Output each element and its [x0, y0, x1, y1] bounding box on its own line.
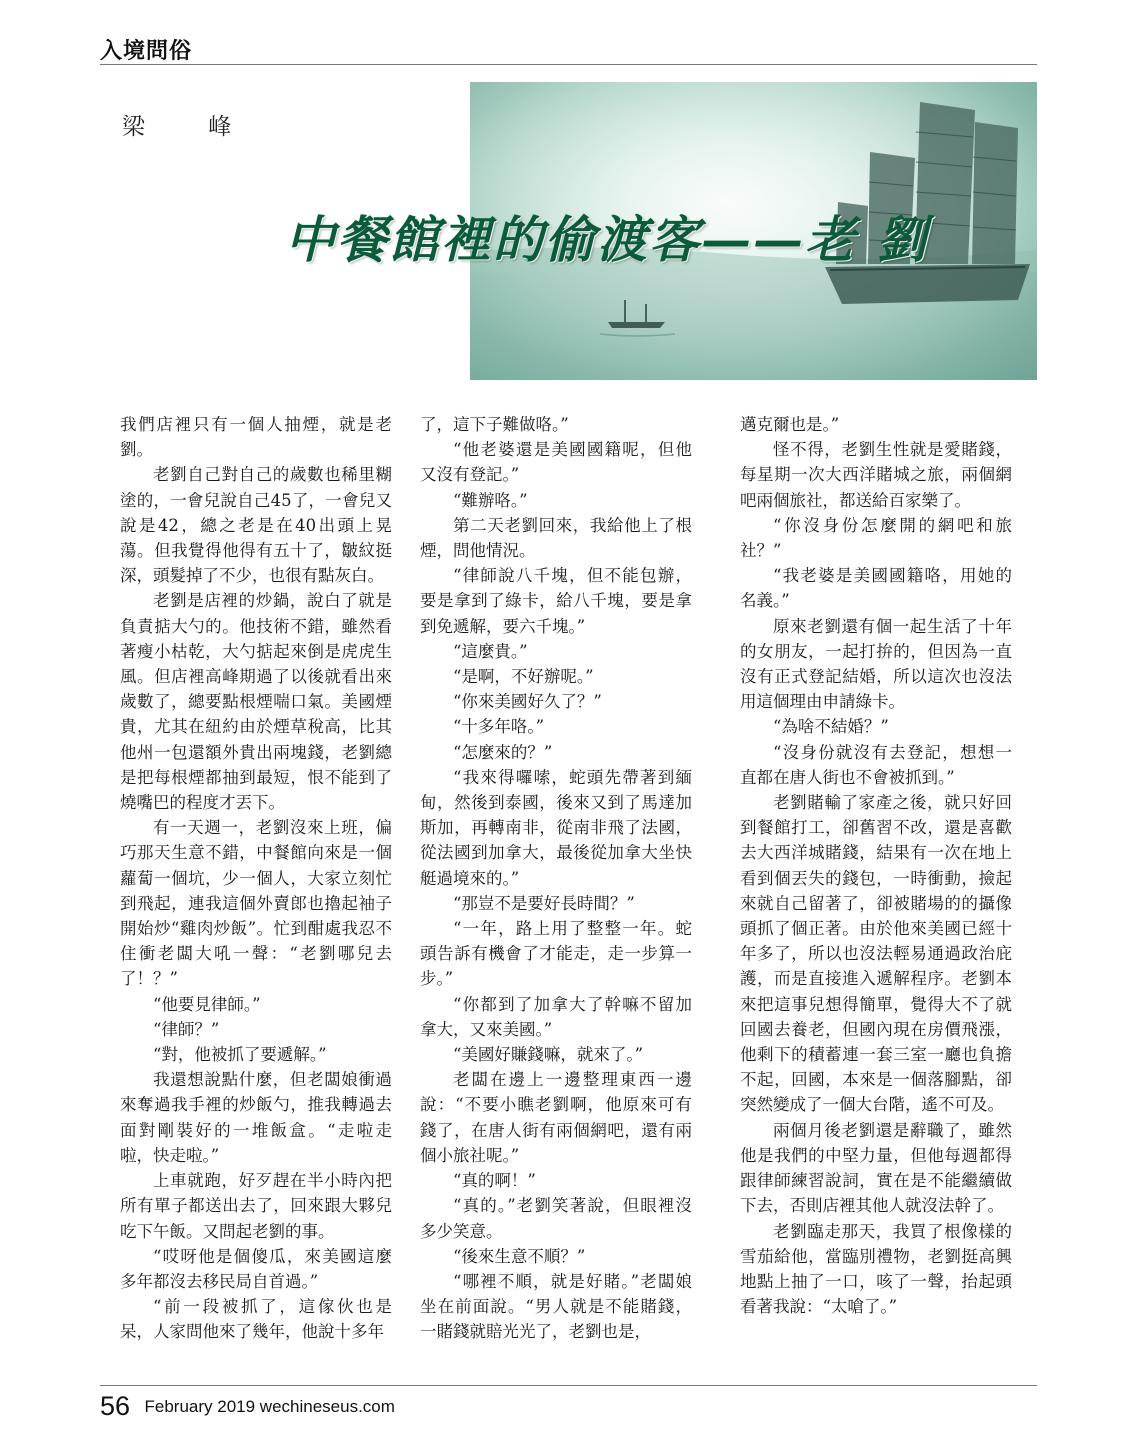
paragraph: “他老婆還是美國國籍呢，但他又沒有登記。” [420, 440, 692, 485]
paragraph: 第二天老劉回來，我給他上了根煙，問他情況。 [420, 515, 692, 561]
author-name: 梁 峰 [122, 114, 260, 140]
paragraph: “為啥不結婚？” [773, 717, 889, 737]
paragraph: “十多年咯。” [453, 717, 545, 737]
header-divider [100, 64, 1037, 65]
paragraph: “美國好賺錢嘛，就來了。” [453, 1045, 644, 1065]
paragraph: “真的啊！” [453, 1171, 536, 1191]
paragraph: “哎呀他是個傻瓜，來美國這麼多年都沒去移民局自首過。” [120, 1246, 392, 1291]
paragraph: 老劉臨走那天，我買了根像樣的雪茄給他，當臨別禮物，老劉挺高興地點上抽了一口，咳了一聲，抬起頭看著我說：“太嗆了。” [740, 1221, 1012, 1317]
page-footer [100, 1391, 395, 1422]
issue-info: February 2019 wechineseus.com [144, 1397, 395, 1416]
paragraph: 上車就跑，好歹趕在半小時內把所有單子都送出去了，回來跟大夥兒吃下午飯。又問起老劉的事。 [120, 1171, 392, 1241]
paragraph: 邁克爾也是。” [740, 415, 840, 434]
paragraph: “我來得囉嗦，蛇頭先帶著到緬甸，然後到泰國，後來又到了馬達加斯加，再轉南非，從南非飛了法國，從法國到加拿大，最後從加拿大坐快艇過境來的。” [420, 767, 692, 888]
paragraph: “對，他被抓了要遞解。” [153, 1045, 327, 1065]
paragraph: “怎麼來的？” [453, 742, 553, 762]
paragraph: 老劉是店裡的炒鍋，說白了就是負責掂大勺的。他技術不錯，雖然看著瘦小枯乾，大勺掂起來倒是虎虎生風。但店裡高峰期過了以後就看出來歲數了，總要點根煙喘口氣。美國煙貴，尤其在紐約由於煙草稅高，比其他州一包還額外貴出兩塊錢，老劉總是把每根煙都抽到最短，恨不能到了燒嘴巴的程度才丟下。 [120, 591, 392, 813]
paragraph: “你來美國好久了？” [453, 692, 602, 712]
paragraph: “我老婆是美國國籍咯，用她的名義。” [740, 566, 1012, 611]
section-header: 入境問俗 [100, 39, 193, 64]
article-title: 中餐館裡的偷渡客——老 劉 [285, 210, 929, 269]
paragraph: “一年，路上用了整整一年。蛇頭告訴有機會了才能走，走一步算一步。” [420, 919, 692, 989]
paragraph: “是啊，不好辦呢。” [453, 667, 594, 687]
paragraph: “這麼貴。” [453, 641, 528, 661]
paragraph: “後來生意不順？” [453, 1246, 586, 1266]
paragraph: “沒身份就沒有去登記，想想一直都在唐人街也不會被抓到。” [740, 742, 1012, 787]
paragraph: “真的。”老劉笑著說，但眼裡沒多少笑意。 [420, 1196, 692, 1241]
paragraph: 怪不得，老劉生性就是愛賭錢，每星期一次大西洋賭城之旅，兩個網吧兩個旅社，都送給百家樂了。 [740, 440, 1012, 510]
body-column-2 [420, 412, 692, 1345]
paragraph: 老劉賭輸了家產之後，就只好回到餐館打工，卻舊習不改，還是喜歡去大西洋城賭錢，結果有一次在地上看到個丟失的錢包，一時衝動，撿起來就自己留著了，卻被賭場的的攝像頭抓了個正著。由於他來美國已經十年多了，所以也沒法輕易通過政治庇護，而是直接進入遞解程序。老劉本來把這事兒想得簡單，覺得大不了就回國去養老，但國內現在房價飛漲，他剩下的積蓄連一套三室一廳也負擔不起，回國，本來是一個落腳點，卻突然變成了一個大台階，遙不可及。 [740, 793, 1012, 1115]
paragraph: “前一段被抓了，這傢伙也是呆，人家問他來了幾年，他說十多年 [120, 1297, 392, 1342]
paragraph: “你沒身份怎麼開的網吧和旅社？” [740, 515, 1012, 561]
paragraph: “律師？” [153, 1019, 220, 1039]
paragraph: 我還想說點什麼，但老闆娘衝過來奪過我手裡的炒飯勺，推我轉過去面對剛裝好的一堆飯盒。“走啦走啦，快走啦。” [120, 1070, 392, 1165]
paragraph: “他要見律師。” [153, 994, 261, 1014]
paragraph: “難辦咯。” [453, 490, 528, 510]
body-column-1 [120, 412, 392, 1345]
paragraph: 老劉自己對自己的歲數也稀里糊塗的，一會兒說自己45了，一會兒又說是42，總之老是在40出頭上晃蕩。但我覺得他得有五十了，皺紋挺深，頭髮掉了不少，也很有點灰白。 [120, 465, 392, 586]
paragraph: 老闆在邊上一邊整理東西一邊說：“不要小瞧老劉啊，他原來可有錢了，在唐人街有兩個網吧，還有兩個小旅社呢。” [420, 1070, 692, 1165]
paragraph: 兩個月後老劉還是辭職了，雖然他是我們的中堅力量，但他每週都得跟律師練習說詞，實在是不能繼續做下去，否則店裡其他人就沒法幹了。 [740, 1120, 1012, 1216]
paragraph: “你都到了加拿大了幹嘛不留加拿大，又來美國。” [420, 994, 692, 1039]
paragraph: “哪裡不順，就是好賭。”老闆娘坐在前面說。“男人就是不能賭錢，一賭錢就賠光光了，老劉也是， [420, 1271, 692, 1342]
page-number: 56 [100, 1391, 131, 1421]
paragraph: 我們店裡只有一個人抽煙，就是老劉。 [120, 415, 392, 460]
paragraph: “那豈不是要好長時間？” [453, 893, 635, 913]
footer-divider [100, 1385, 1037, 1386]
body-column-3 [740, 412, 1012, 1319]
paragraph: 原來老劉還有個一起生活了十年的女朋友，一起打拚的，但因為一直沒有正式登記結婚，所以這次也沒法用這個理由申請綠卡。 [740, 616, 1012, 712]
paragraph: “律師說八千塊，但不能包辦，要是拿到了綠卡，給八千塊，要是拿到免遞解，要六千塊。” [420, 566, 692, 636]
paragraph: 了，這下子難做咯。” [420, 415, 569, 434]
paragraph: 有一天週一，老劉沒來上班，偏巧那天生意不錯，中餐館向來是一個蘿蔔一個坑，少一個人，大家立刻忙到飛起，連我這個外賣郎也擼起袖子開始炒“雞肉炒飯”。忙到酣處我忍不住衝老闆大吼一聲：“老劉哪兒去了！？” [120, 818, 392, 989]
